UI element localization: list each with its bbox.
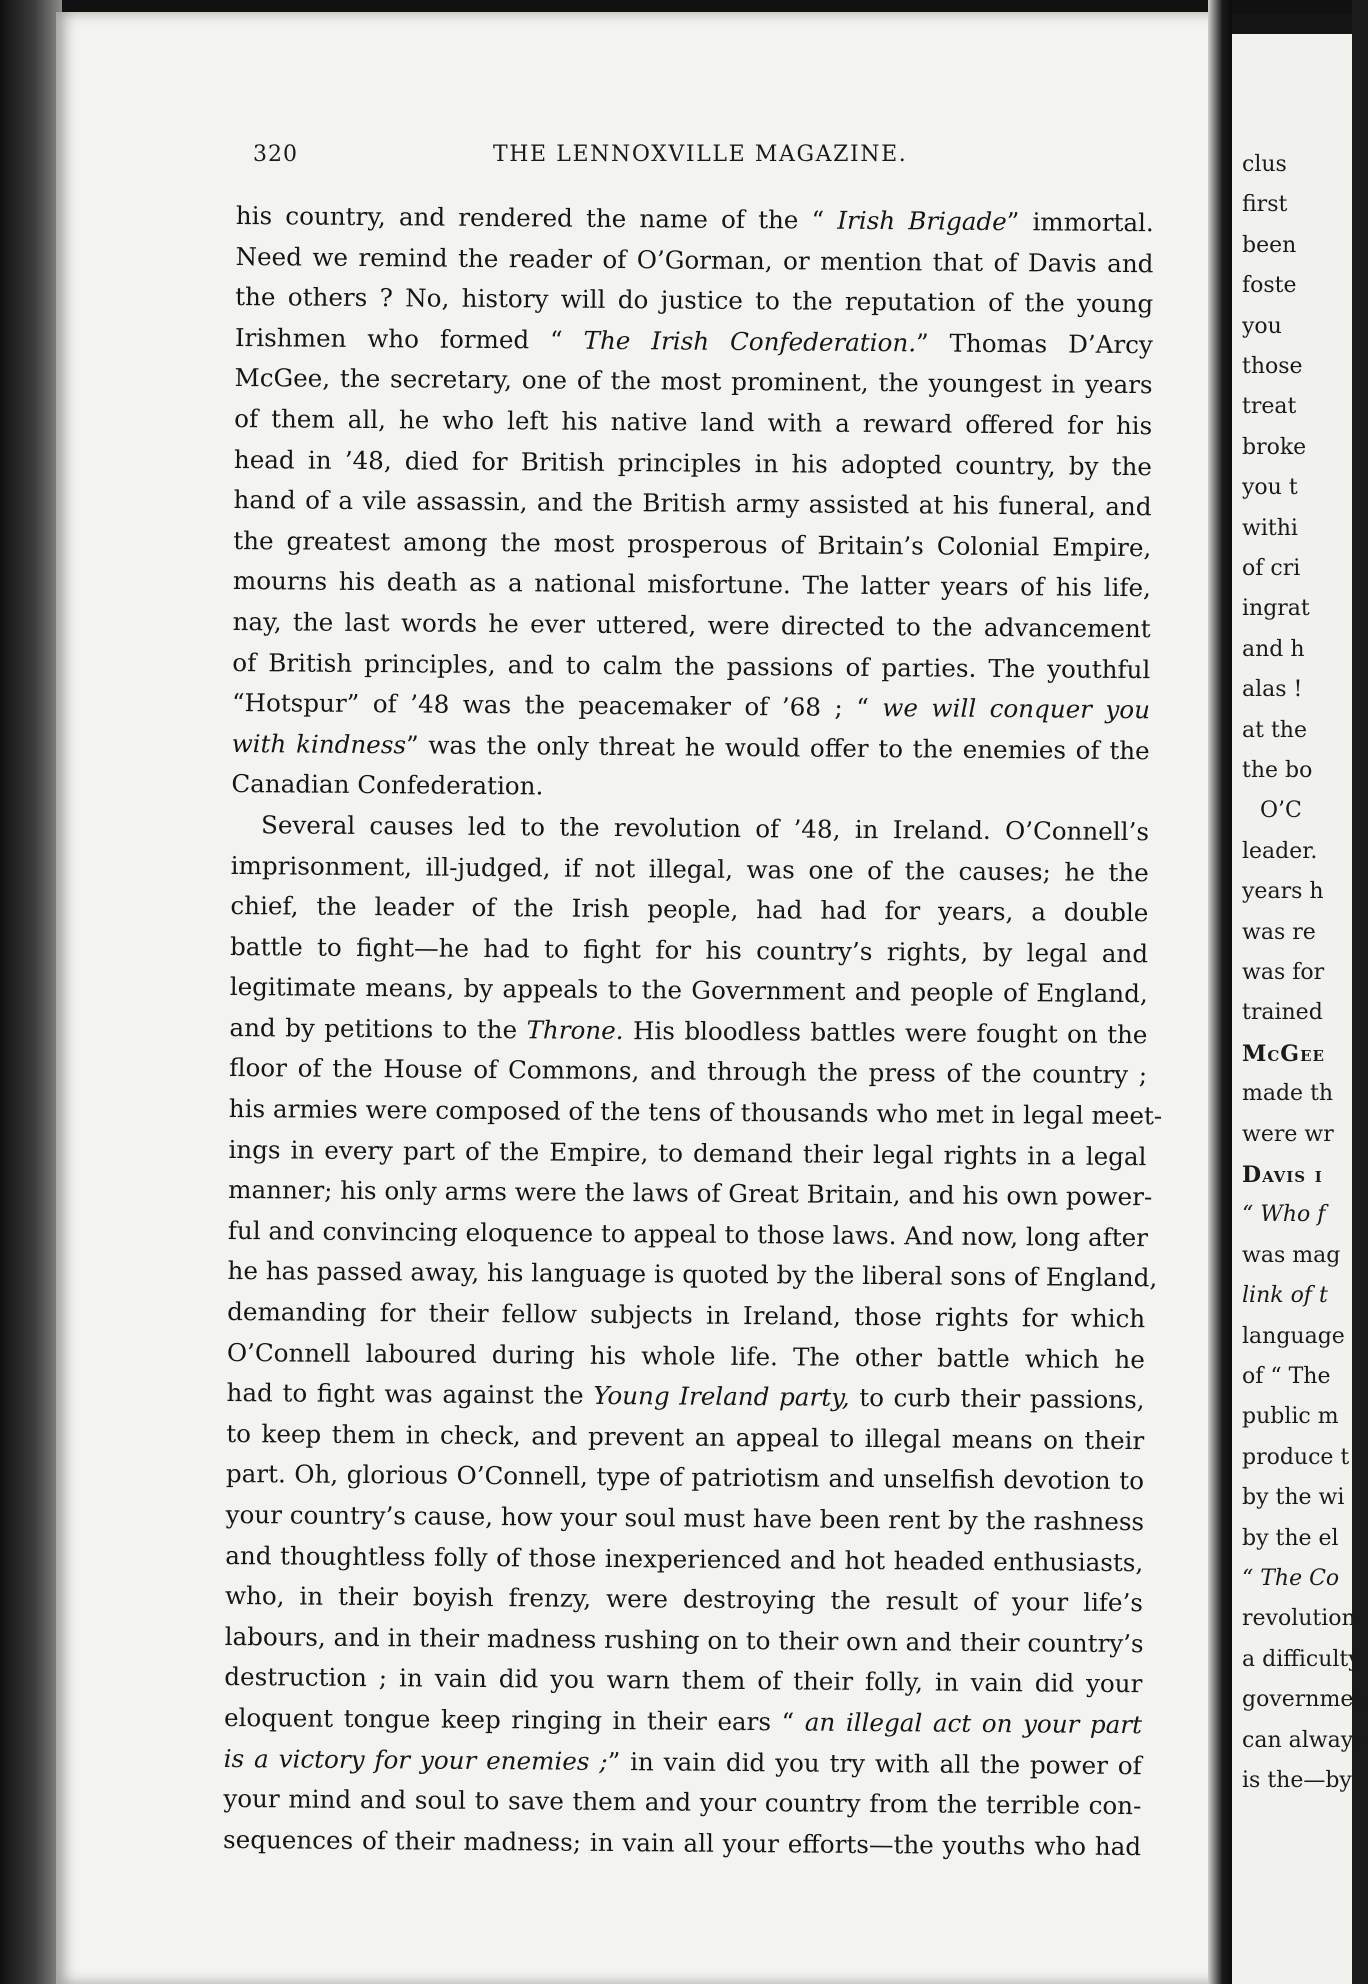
text-line (225, 1576, 1143, 1624)
text-line (231, 805, 1149, 853)
text-segment: imprisonment, ill-judged, if not illegal, was one of the causes; he the (230, 850, 1149, 887)
text-segment: mourns his death as a national misfortune. The latter years of his life, (232, 566, 1152, 603)
text-line (230, 967, 1148, 1015)
text-line (228, 1170, 1153, 1218)
right-page-text-fragment: public m (1242, 1404, 1339, 1430)
book-binding-edge (0, 0, 62, 1984)
text-segment: chief, the leader of the Irish people, had had for years, a double (230, 891, 1149, 928)
right-page-text-fragment: “ The Co (1242, 1566, 1340, 1591)
text-line (232, 683, 1150, 731)
right-page-text-fragment: O’C (1260, 798, 1302, 824)
body-text (222, 196, 1163, 1868)
text-line (227, 1333, 1145, 1381)
right-page-text-fragment: language (1242, 1323, 1345, 1349)
text-line (226, 1373, 1144, 1421)
right-page-text-fragment: those (1242, 354, 1303, 379)
text-segment: his country, and rendered the name of the “ (235, 200, 838, 235)
text-segment: demanding for their fellow subjects in Ireland, those rights for which (227, 1296, 1146, 1334)
right-page-text-fragment: revolution (1242, 1606, 1356, 1632)
text-segment: manner; his only arms were the laws of Great Britain, and his own power- (228, 1175, 1153, 1212)
right-page-text-fragment: link of t (1242, 1283, 1328, 1309)
text-segment: battle to fight—he had to fight for his country’s rights, by legal and (229, 931, 1149, 968)
text-segment: Irishmen who formed “ (234, 322, 584, 355)
page-gutter (1208, 0, 1232, 1984)
right-page-text-fragment: “ Who f (1242, 1202, 1326, 1228)
text-line (234, 399, 1152, 447)
right-page-text-fragment: was for (1242, 960, 1325, 985)
right-page-text-fragment: years h (1242, 879, 1324, 905)
right-page-text-fragment: at the (1242, 717, 1307, 743)
right-page-text-fragment: withi (1242, 515, 1298, 541)
right-page-text-fragment: by the wi (1242, 1485, 1345, 1511)
text-segment: legitimate means, by appeals to the Government and people of England, (229, 972, 1148, 1009)
text-segment: who, in their boyish frenzy, were destroying the result of your life’s (224, 1581, 1144, 1618)
text-segment: ” Thomas D’Arcy (915, 328, 1153, 359)
right-page-text-fragment: governmen (1242, 1687, 1368, 1713)
text-line (224, 1698, 1142, 1746)
right-page-text-fragment: of “ The (1242, 1364, 1331, 1389)
text-segment: nay, the last words he ever uttered, were directed to the advancement (232, 606, 1151, 644)
text-line (233, 480, 1151, 528)
text-segment: ” was the only threat he would offer to the enemies of the (405, 730, 1150, 765)
text-line (227, 1292, 1145, 1340)
text-segment: hand of a vile assassin, and the British army assisted at his funeral, and (233, 485, 1152, 522)
text-line (232, 643, 1150, 691)
text-segment: ” in vain did you try with all the power of (607, 1746, 1142, 1780)
italic-text: The Irish Confederation. (583, 325, 917, 358)
right-page-text-fragment: Davis i (1242, 1162, 1323, 1188)
text-segment: “Hotspur” of ’48 was the peacemaker of ’68 ; “ (231, 688, 883, 723)
italic-text: we will conquer you (882, 693, 1151, 725)
page-number: 320 (253, 142, 298, 167)
right-page-text-fragment: treat (1242, 394, 1297, 420)
italic-text: Young Ireland party, (593, 1381, 850, 1413)
right-page-text-fragment: alas ! (1242, 677, 1303, 703)
right-page-text-fragment: by the el (1242, 1525, 1339, 1551)
right-page-text-fragment: leader. (1242, 838, 1318, 864)
text-segment: your country’s cause, how your soul must have been rent by the rashness (225, 1499, 1145, 1537)
right-page-text-fragment: the bo (1242, 758, 1313, 783)
right-page-text-fragment: were wr (1242, 1121, 1334, 1147)
right-page-text-fragment: was re (1242, 919, 1316, 945)
text-line (229, 1008, 1147, 1056)
text-line (232, 724, 1150, 772)
right-page-text-fragment: clus (1242, 152, 1287, 177)
text-segment: part. Oh, glorious O’Connell, type of patriotism and unselfish devotion to (225, 1459, 1145, 1496)
right-page-text-fragment: broke (1242, 434, 1307, 460)
text-segment: ” immortal. (1006, 207, 1154, 238)
text-segment: he has passed away, his language is quoted by the liberal sons of England, (227, 1256, 1158, 1293)
right-page-text-fragment: trained (1242, 1000, 1323, 1026)
text-segment: to keep them in check, and prevent an appeal to illegal means on their (226, 1418, 1145, 1455)
italic-text: with kindness (231, 728, 407, 760)
right-page-text-fragment: first (1242, 192, 1288, 218)
text-segment: and by petitions to the (229, 1012, 527, 1045)
right-page-text-fragment: and h (1242, 636, 1305, 662)
text-line (228, 1089, 1163, 1137)
right-page-text-fragment: produce t (1242, 1444, 1350, 1470)
text-segment: sequences of their madness; in vain all your efforts—the youths who had (222, 1824, 1142, 1861)
text-line (235, 237, 1153, 285)
text-segment: head in ’48, died for British principles in his adopted country, by the (233, 444, 1153, 481)
right-page-text-fragment: a difficulty (1242, 1646, 1361, 1672)
text-segment: eloquent tongue keep ringing in their ears “ (223, 1702, 805, 1737)
text-line (224, 1657, 1142, 1705)
text-line (233, 561, 1151, 609)
text-line (230, 927, 1148, 975)
text-segment: ings in every part of the Empire, to demand their legal rights in a legal (228, 1134, 1147, 1171)
text-line (227, 1211, 1149, 1259)
running-title: THE LENNOXVILLE MAGAZINE. (493, 142, 908, 167)
right-page-text-fragment: is the—by (1242, 1768, 1352, 1793)
right-page-text-fragment: been (1242, 232, 1297, 258)
right-page-text-fragment: McGee (1242, 1040, 1325, 1067)
text-line (225, 1617, 1143, 1665)
text-line (223, 1820, 1141, 1868)
italic-text: Irish Brigade (837, 205, 1007, 237)
text-segment: of British principles, and to calm the passions of parties. The youthful (232, 647, 1151, 684)
page-header (253, 142, 1153, 178)
text-segment: floor of the House of Commons, and through the press of the country ; (229, 1053, 1148, 1090)
text-line (232, 602, 1150, 650)
text-segment: Canadian Confederation. (231, 769, 544, 801)
right-page-text-fragment: made th (1242, 1081, 1334, 1107)
text-line (233, 521, 1151, 569)
text-line (227, 1251, 1158, 1299)
text-line (226, 1414, 1144, 1462)
right-page-text-fragment: you t (1242, 475, 1298, 501)
text-segment: ful and convincing eloquence to appeal to those laws. And now, long after (227, 1215, 1149, 1253)
text-line (225, 1495, 1143, 1543)
text-line (234, 440, 1152, 488)
text-line (230, 886, 1148, 934)
text-line (224, 1739, 1142, 1787)
text-segment: to curb their passions, (849, 1383, 1145, 1415)
right-page-text-fragment: you (1242, 313, 1282, 339)
text-segment: your mind and soul to save them and your country from the terrible con- (223, 1784, 1142, 1821)
right-page-text-fragment: foste (1242, 273, 1297, 299)
text-segment: his armies were composed of the tens of thousands who met in legal meet- (228, 1094, 1163, 1131)
text-segment: the greatest among the most prosperous of Britain’s Colonial Empire, (233, 525, 1152, 562)
text-segment: of them all, he who left his native land with a reward offered for his (234, 403, 1153, 441)
text-segment: and thoughtless folly of those inexperienced and hot headed enthusiasts, (225, 1540, 1144, 1577)
text-line (231, 845, 1149, 893)
right-page-fragment (1232, 34, 1368, 1984)
text-line (235, 277, 1153, 325)
text-line (235, 318, 1153, 366)
text-segment: labours, and in their madness rushing on to their own and their country’s (224, 1621, 1144, 1658)
text-line (229, 1048, 1147, 1096)
italic-text: Throne. (526, 1015, 624, 1045)
text-segment: O’Connell laboured during his whole life. The other battle which he (226, 1337, 1146, 1374)
text-segment: destruction ; in vain did you warn them of their folly, in vain did your (224, 1662, 1143, 1699)
text-line (228, 1130, 1146, 1178)
right-page-text-fragment: ingrat (1242, 596, 1310, 622)
text-line (223, 1779, 1141, 1827)
text-line (234, 358, 1152, 406)
text-line (231, 764, 1149, 812)
italic-text: an illegal act on your part (804, 1707, 1143, 1740)
text-segment: had to fight was against the (226, 1378, 594, 1411)
right-page-text-fragment: can always (1242, 1727, 1365, 1753)
text-segment: His bloodless battles were fought on the (623, 1015, 1148, 1050)
text-segment: McGee, the secretary, one of the most prominent, the youngest in years (234, 363, 1153, 400)
right-page-text-fragment: of cri (1242, 556, 1301, 581)
right-page-text-fragment: was mag (1242, 1242, 1341, 1268)
text-segment: Need we remind the reader of O’Gorman, or mention that of Davis and (235, 241, 1154, 278)
text-line (236, 196, 1154, 244)
text-segment: the others ? No, history will do justice to the reputation of the young (235, 282, 1154, 319)
text-line (226, 1454, 1144, 1502)
text-segment: Several causes led to the revolution of ’48, in Ireland. O’Connell’s (260, 810, 1150, 847)
text-line (225, 1536, 1143, 1584)
italic-text: is a victory for your enemies ; (223, 1743, 608, 1776)
